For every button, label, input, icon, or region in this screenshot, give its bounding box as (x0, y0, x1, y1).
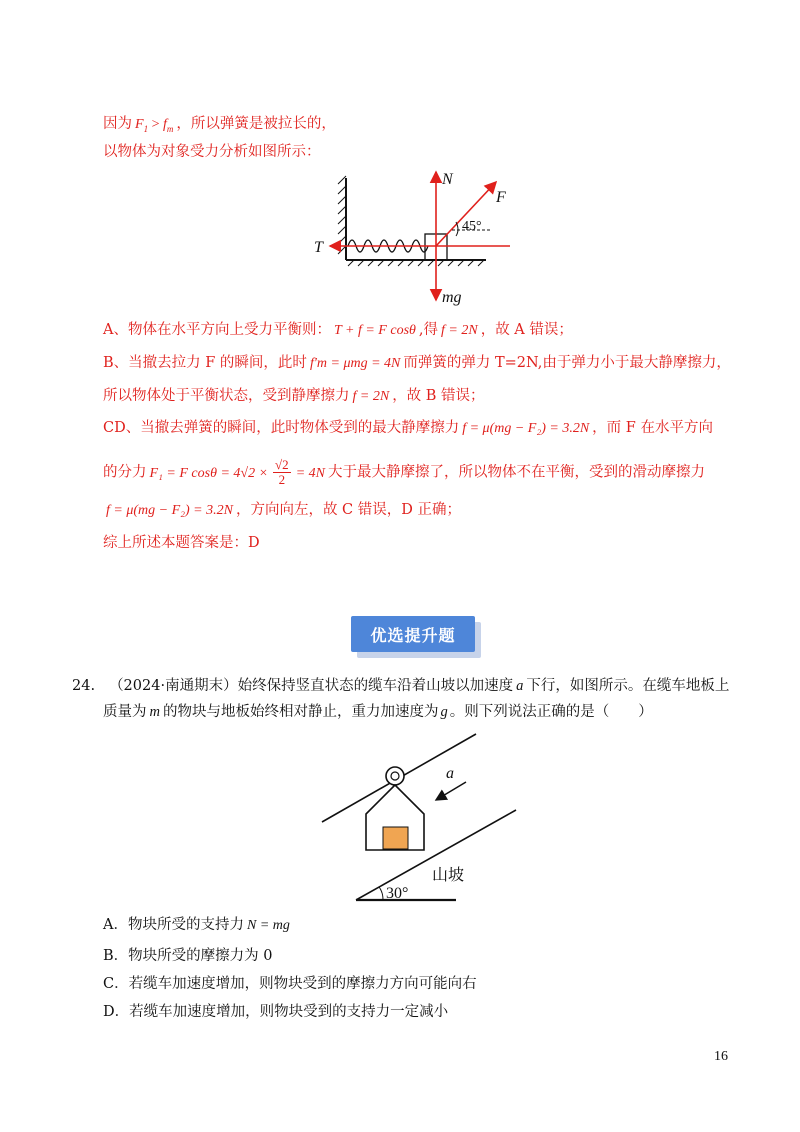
label-N: N (442, 171, 453, 188)
solution-line-cd2: 的分力 F₁ = F cosθ = 4√2 × $\frac{√2}{2}$ = 4N 大于最大静摩擦了，所以物体不在平衡，受到的滑动摩擦力 (103, 457, 705, 487)
page-number: 16 (714, 1049, 728, 1064)
question-line-2: 质量为 m 的物块与地板始终相对静止，重力加速度为 g 。则下列说法正确的是（ ） (103, 704, 653, 720)
solution-line-b: B、当撤去拉力 F 的瞬间，此时 f′m = μmg = 4N 而弹簧的弹力 T=2N,由于弹力小于最大静摩擦力， (103, 355, 731, 371)
formula: = 4N (295, 465, 325, 481)
label-F: F (496, 189, 506, 206)
solution-text: 因为 (103, 116, 132, 132)
solution-line-2: 以物体为对象受力分析如图所示： (103, 144, 321, 160)
option-a: A．物块所受的支持力 N = mg (103, 917, 290, 933)
formula: f′m = μmg = 4N (309, 356, 401, 371)
formula: F₁ = F cosθ = 4√2 × (149, 465, 269, 481)
fraction: $\frac{√2}{2}$ (275, 457, 289, 487)
section-banner (351, 616, 480, 656)
solution-text: ，所以弹簧是被拉长的， (176, 116, 336, 132)
question-line-1: 24. （2024·南通期末）始终保持竖直状态的缆车沿着山坡以加速度 a 下行，如图所示。在缆车地板上 (72, 678, 730, 694)
label-T: T (314, 239, 323, 256)
cargo-block (383, 827, 408, 849)
formula: N = mg (246, 918, 290, 933)
label-slope: 山坡 (432, 865, 465, 884)
wall-hatch (338, 176, 346, 254)
label-angle: 30° (386, 885, 409, 902)
acceleration-arrow (436, 782, 466, 800)
pull-force-arrow (436, 182, 496, 246)
label-mg: mg (442, 289, 462, 306)
solution-line-cd3: f = μ(mg − F₂) = 3.2N ，方向向左，故 C 错误，D 正确； (106, 502, 461, 518)
solution-summary: 综上所述本题答案是：D (103, 535, 260, 551)
option-b: B．物块所受的摩擦力为 0 (103, 948, 273, 964)
solution-line-b2: 所以物体处于平衡状态，受到静摩擦力 f = 2N ，故 B 错误； (103, 388, 485, 404)
banner-label: 优选提升题 (351, 616, 475, 652)
option-c: C．若缆车加速度增加，则物块受到的摩擦力方向可能向右 (103, 976, 477, 992)
question-number: 24. (72, 678, 96, 694)
formula: f = 2N (441, 323, 478, 338)
formula: f = μ(mg − F₂) = 3.2N (106, 503, 233, 518)
formula: f = μ(mg − F₂) = 3.2N (462, 421, 590, 436)
solution-line-cd: CD、当撤去弹簧的瞬间，此时物体受到的最大静摩擦力 f = μ(mg − F₂) = 3.2N ，而 F 在水平方向 (103, 420, 713, 436)
formula: T + f = F cosθ (333, 323, 416, 338)
label-a: a (446, 765, 454, 782)
option-d: D．若缆车加速度增加，则物块受到的支持力一定减小 (103, 1004, 449, 1020)
inequality-formula: $F_1 > f_m$ (135, 117, 174, 134)
pulley (386, 767, 404, 785)
slope-angle-arc (379, 887, 383, 900)
label-angle: 45° (462, 219, 482, 234)
solution-line-a: A、物体在水平方向上受力平衡则： T + f = F cosθ ,得 f = 2N ，故 A 错误； (103, 322, 573, 338)
solution-line-1 (103, 114, 336, 139)
cable-car-diagram (0, 728, 800, 908)
formula: f = 2N (352, 389, 390, 404)
